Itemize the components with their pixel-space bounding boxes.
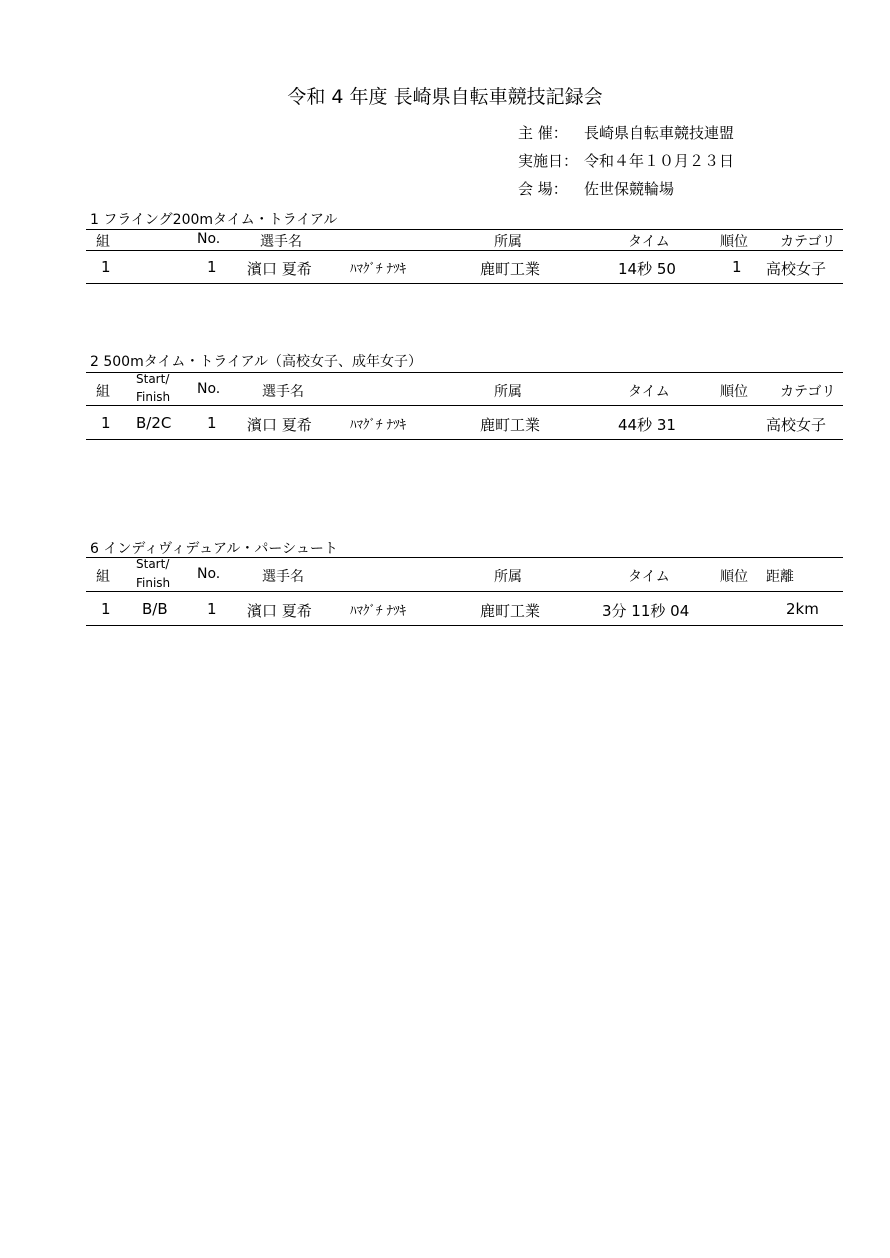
row-athlete-kana: ﾊﾏｸﾞﾁ ﾅﾂｷ [350, 262, 407, 277]
section-1-top-rule [86, 229, 843, 230]
section-1-title: 1 フライング200mタイム・トライアル [90, 212, 338, 228]
venue-value: 佐世保競輪場 [584, 180, 675, 198]
date-line [518, 150, 734, 171]
header-name: 選手名 [260, 234, 302, 250]
section-2-top-rule [86, 372, 843, 373]
header-time: タイム [628, 569, 670, 585]
header-affiliation: 所属 [494, 384, 522, 400]
row-affiliation: 鹿町工業 [480, 416, 541, 434]
header-group: 組 [96, 384, 110, 400]
header-category: カテゴリ [780, 234, 836, 250]
header-rank: 順位 [720, 234, 748, 250]
row-time: 44秒 31 [618, 416, 676, 434]
section-2-bottom-rule [86, 439, 843, 440]
row-time: 3分 11秒 04 [602, 602, 690, 620]
header-no: No. [197, 231, 221, 247]
header-start: Start/ [136, 557, 170, 571]
row-athlete-name: 濱口 夏希 [247, 602, 312, 620]
header-name: 選手名 [262, 384, 304, 400]
section-2-title: 2 500mタイム・トライアル（高校女子、成年女子） [90, 354, 423, 370]
organizer-label: 主 催： [518, 124, 568, 142]
section-3-bottom-rule [86, 625, 843, 626]
section-1-bottom-rule [86, 283, 843, 284]
section-3-title: 6 インディヴィデュアル・パーシュート [90, 541, 338, 557]
document-title: 令和 4 年度 長崎県自転車競技記録会 [287, 86, 603, 108]
row-start-finish: B/2C [136, 414, 172, 432]
header-time: タイム [628, 234, 670, 250]
section-2-header-rule [86, 405, 843, 406]
row-time: 14秒 50 [618, 260, 676, 278]
section-3-header-rule [86, 591, 843, 592]
row-athlete-name: 濱口 夏希 [247, 416, 312, 434]
header-affiliation: 所属 [494, 234, 522, 250]
section-3-top-rule [86, 557, 843, 558]
row-category: 高校女子 [766, 416, 827, 434]
header-rank: 順位 [720, 384, 748, 400]
row-group: 1 [101, 414, 111, 432]
row-athlete-kana: ﾊﾏｸﾞﾁ ﾅﾂｷ [350, 418, 407, 433]
row-group: 1 [101, 258, 111, 276]
header-category: カテゴリ [780, 384, 836, 400]
row-category: 高校女子 [766, 260, 827, 278]
header-no: No. [197, 381, 221, 397]
header-no: No. [197, 566, 221, 582]
row-no: 1 [207, 258, 217, 276]
header-name: 選手名 [262, 569, 304, 585]
organizer-line [518, 122, 734, 143]
venue-label: 会 場： [518, 180, 568, 198]
header-distance: 距離 [766, 569, 794, 585]
header-finish: Finish [136, 390, 171, 404]
row-start-finish: B/B [142, 600, 168, 618]
date-label: 実施日： [518, 152, 579, 170]
header-rank: 順位 [720, 569, 748, 585]
venue-line [518, 178, 674, 199]
organizer-value: 長崎県自転車競技連盟 [584, 124, 735, 142]
date-value: 令和４年１０月２３日 [584, 152, 735, 170]
header-time: タイム [628, 384, 670, 400]
section-1-header-rule [86, 250, 843, 251]
header-group: 組 [96, 569, 110, 585]
row-distance: 2km [786, 600, 819, 618]
row-athlete-name: 濱口 夏希 [247, 260, 312, 278]
header-affiliation: 所属 [494, 569, 522, 585]
row-no: 1 [207, 414, 217, 432]
row-group: 1 [101, 600, 111, 618]
header-start: Start/ [136, 372, 170, 386]
row-rank: 1 [732, 258, 742, 276]
header-finish: Finish [136, 576, 171, 590]
header-group: 組 [96, 234, 110, 250]
row-affiliation: 鹿町工業 [480, 260, 541, 278]
row-affiliation: 鹿町工業 [480, 602, 541, 620]
row-no: 1 [207, 600, 217, 618]
row-athlete-kana: ﾊﾏｸﾞﾁ ﾅﾂｷ [350, 604, 407, 619]
